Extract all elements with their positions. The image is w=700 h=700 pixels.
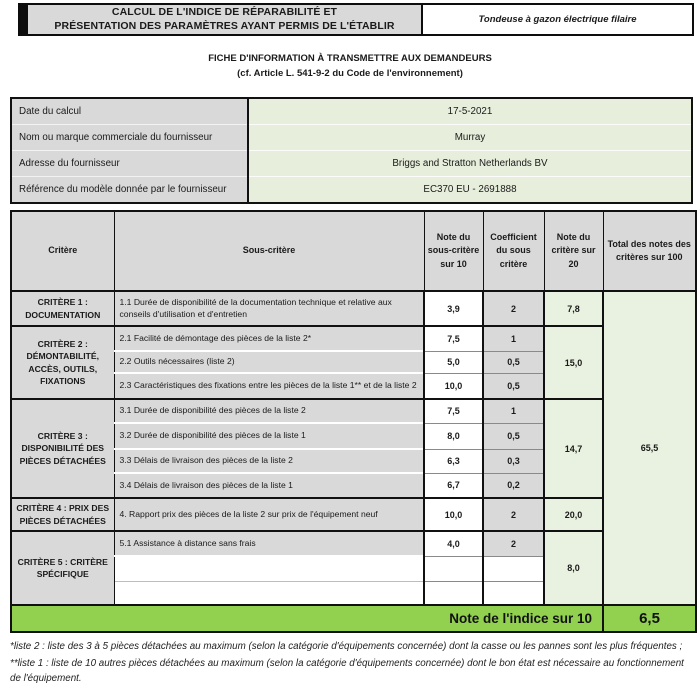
cell-note10	[424, 556, 483, 581]
table-row	[11, 498, 696, 531]
cell-coeff: 2	[483, 291, 544, 326]
cell-coeff: 0,3	[483, 449, 544, 473]
cell-critere-4: CRITÈRE 4 : PRIX DES PIÈCES DÉTACHÉES	[11, 498, 114, 531]
product-category	[423, 3, 694, 36]
cell-coeff	[483, 581, 544, 605]
info-value: 17-5-2021	[248, 98, 692, 125]
header-note10: Note du sous-critère sur 10	[424, 211, 483, 291]
document-title-line1: CALCUL DE L'INDICE DE RÉPARABILITÉ ET	[111, 5, 338, 18]
cell-sous: 1.1 Durée de disponibilité de la documentation technique et relative aux conseils d'utilisation et d'entretien	[114, 291, 424, 326]
cell-sous-empty	[114, 556, 424, 581]
cell-note10: 3,9	[424, 291, 483, 326]
cell-note10: 10,0	[424, 498, 483, 531]
cell-critere-5: CRITÈRE 5 : CRITÈRE SPÉCIFIQUE	[11, 531, 114, 605]
cell-coeff: 0,5	[483, 373, 544, 399]
info-label: Nom ou marque commerciale du fournisseur	[11, 125, 248, 151]
cell-critere-2: CRITÈRE 2 : DÉMONTABILITÉ, ACCÈS, OUTILS, FIXATIONS	[11, 326, 114, 399]
cell-coeff: 0,5	[483, 423, 544, 449]
table-row	[11, 399, 696, 423]
cell-critere-1: CRITÈRE 1 : DOCUMENTATION	[11, 291, 114, 326]
final-score-value: 6,5	[603, 605, 696, 632]
score-table-header-row	[11, 211, 696, 291]
info-row-date	[11, 98, 692, 125]
cell-note10: 10,0	[424, 373, 483, 399]
table-row	[11, 531, 696, 556]
footnote-liste2: *liste 2 : liste des 3 à 5 pièces détachées au maximum (selon la catégorie d'équipements concernée) dont la casse ou les pannes sont les plus fréquentes ;	[10, 641, 683, 652]
cell-note10: 7,5	[424, 399, 483, 423]
subtitle-line1: FICHE D'INFORMATION À TRANSMETTRE AUX DEMANDEURS	[208, 53, 492, 64]
left-black-tab	[18, 3, 28, 36]
info-value: Briggs and Stratton Netherlands BV	[248, 151, 692, 177]
title-bar	[18, 3, 694, 36]
cell-sous: 2.1 Facilité de démontage des pièces de la liste 2*	[114, 326, 424, 351]
supplier-info-table	[10, 97, 693, 204]
cell-sous: 2.3 Caractéristiques des fixations entre les pièces de la liste 1** et de la liste 2	[114, 373, 424, 399]
info-value: Murray	[248, 125, 692, 151]
cell-sous: 3.1 Durée de disponibilité des pièces de la liste 2	[114, 399, 424, 423]
cell-note20: 15,0	[544, 326, 603, 399]
score-table	[10, 210, 697, 633]
cell-note20: 7,8	[544, 291, 603, 326]
cell-sous: 5.1 Assistance à distance sans frais	[114, 531, 424, 556]
info-label: Date du calcul	[11, 98, 248, 125]
info-row-address	[11, 151, 692, 177]
info-label: Référence du modèle donnée par le fournisseur	[11, 177, 248, 204]
cell-coeff: 2	[483, 531, 544, 556]
header-sous-critere: Sous-critère	[114, 211, 424, 291]
cell-coeff	[483, 556, 544, 581]
table-row	[11, 326, 696, 351]
header-note20: Note du critère sur 20	[544, 211, 603, 291]
cell-coeff: 0,2	[483, 473, 544, 498]
cell-sous-empty	[114, 581, 424, 605]
document-title-line2: PRÉSENTATION DES PARAMÈTRES AYANT PERMIS DE L'ÉTABLIR	[54, 19, 395, 32]
info-label: Adresse du fournisseur	[11, 151, 248, 177]
cell-note20: 14,7	[544, 399, 603, 498]
header-total100: Total des notes des critères sur 100	[603, 211, 696, 291]
document-title	[28, 3, 423, 36]
cell-sous: 3.3 Délais de livraison des pièces de la liste 2	[114, 449, 424, 473]
cell-note10	[424, 581, 483, 605]
cell-total100: 65,5	[603, 291, 696, 605]
cell-note20: 20,0	[544, 498, 603, 531]
cell-sous: 4. Rapport prix des pièces de la liste 2 sur prix de l'équipement neuf	[114, 498, 424, 531]
cell-note20: 8,0	[544, 531, 603, 605]
table-row	[11, 291, 696, 326]
cell-note10: 6,3	[424, 449, 483, 473]
header-coeff: Coefficient du sous critère	[483, 211, 544, 291]
footnotes	[10, 639, 688, 689]
info-value: EC370 EU - 2691888	[248, 177, 692, 204]
cell-coeff: 0,5	[483, 351, 544, 373]
header-critere: Critère	[11, 211, 114, 291]
info-row-model	[11, 177, 692, 204]
cell-note10: 5,0	[424, 351, 483, 373]
cell-coeff: 1	[483, 399, 544, 423]
final-score-label: Note de l'indice sur 10	[11, 605, 603, 632]
info-row-brand	[11, 125, 692, 151]
subtitle-line2: (cf. Article L. 541-9-2 du Code de l'environnement)	[237, 68, 463, 79]
cell-note10: 7,5	[424, 326, 483, 351]
cell-sous: 2.2 Outils nécessaires (liste 2)	[114, 351, 424, 373]
product-category-label: Tondeuse à gazon électrique filaire	[478, 14, 637, 25]
cell-note10: 6,7	[424, 473, 483, 498]
final-score-row	[11, 605, 696, 632]
cell-sous: 3.4 Délais de livraison des pièces de la liste 1	[114, 473, 424, 498]
cell-note10: 4,0	[424, 531, 483, 556]
cell-sous: 3.2 Durée de disponibilité des pièces de la liste 1	[114, 423, 424, 449]
subtitle	[0, 53, 700, 79]
cell-coeff: 1	[483, 326, 544, 351]
cell-critere-3: CRITÈRE 3 : DISPONIBILITÉ DES PIÈCES DÉTACHÉES	[11, 399, 114, 498]
cell-note10: 8,0	[424, 423, 483, 449]
cell-coeff: 2	[483, 498, 544, 531]
footnote-liste1: **liste 1 : liste de 10 autres pièces détachées au maximum (selon la catégorie d'équipements concernée) dont le bon état est nécessaire au fonctionnement de l'équipement.	[10, 658, 684, 685]
